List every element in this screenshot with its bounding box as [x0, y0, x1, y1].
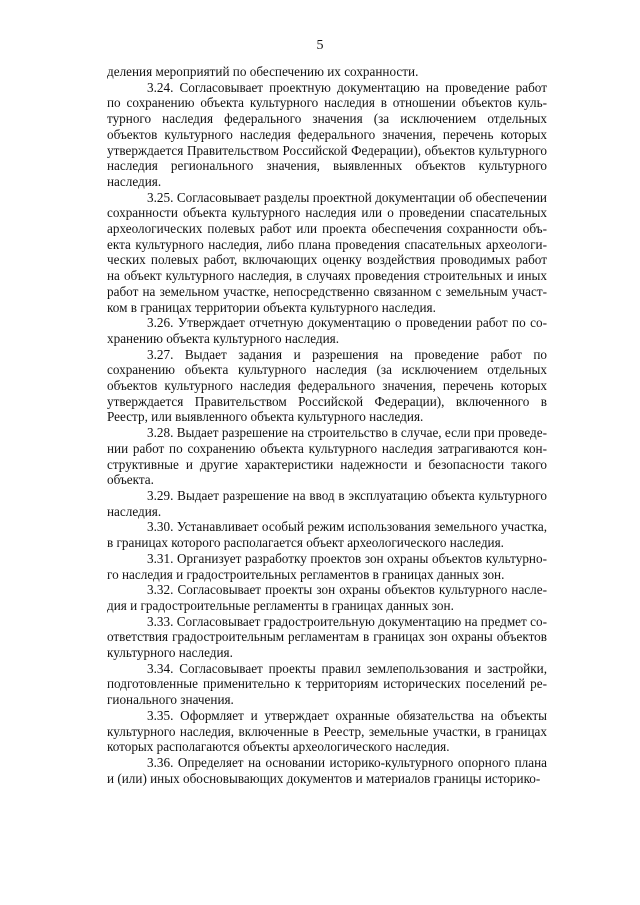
paragraph-3-28: 3.28. Выдает разрешение на строительство в случае, если при проведении работ по сохранению объекта культурного наследия затрагиваются конструктивные и другие характеристики надежности и безопасности такого объекта. [107, 425, 547, 488]
paragraph-3-35: 3.35. Оформляет и утверждает охранные обязательства на объекты культурного наследия, включенные в Реестр, земельные участки, в границах которых располагаются объекты археологического наследия. [107, 707, 547, 755]
paragraph-3-34: 3.34. Согласовывает проекты правил землепользования и застройки, подготовленные применительно к территориям исторических поселений регионального значения. [107, 660, 547, 708]
paragraph-3-25: 3.25. Согласовывает разделы проектной документации об обеспечении сохранности объекта культурного наследия или о проведении спасательных археологических полевых работ или проекта обеспечения сохранности объекта культурного наследия, либо плана проведения спасательных археологических полевых работ, включающих оценку воздействия проводимых работ на объект культурного наследия, в случаях проведения строительных и иных работ на земельном участке, непосредственно связанном с земельным участком в границах территории объекта культурного наследия. [107, 189, 547, 315]
paragraph-3-26: 3.26. Утверждает отчетную документацию о проведении работ по сохранению объекта культурного наследия. [107, 315, 547, 346]
paragraph-3-30: 3.30. Устанавливает особый режим использования земельного участка, в границах которого располагается объект археологического наследия. [107, 519, 547, 551]
paragraph-3-24: 3.24. Согласовывает проектную документацию на проведение работ по сохранению объекта культурного наследия в отношении объектов культурного наследия федерального значения (за исключением отдельных объектов культурного наследия федерального значения, перечень которых утверждается Правительством Российской Федерации), объектов культурного наследия регионального значения, выявленных объектов культурного наследия. [107, 79, 547, 189]
paragraph-3-33: 3.33. Согласовывает градостроительную документацию на предмет соответствия градостроительным регламентам в границах зон охраны объектов культурного наследия. [107, 613, 547, 661]
paragraph-3-31: 3.31. Организует разработку проектов зон охраны объектов культурного наследия и градостроительных регламентов в границах данных зон. [107, 550, 547, 582]
document-body [107, 64, 547, 786]
paragraph-3-32: 3.32. Согласовывает проекты зон охраны объектов культурного наследия и градостроительные регламенты в границах данных зон. [107, 582, 547, 613]
page-number: 5 [316, 38, 324, 53]
paragraph-3-27: 3.27. Выдает задания и разрешения на проведение работ по сохранению объекта культурного наследия (за исключением отдельных объектов культурного наследия федерального значения, перечень которых утверждается Правительством Российской Федерации), включенного в Реестр, или выявленного объекта культурного наследия. [107, 346, 547, 425]
paragraph-3-29: 3.29. Выдает разрешение на ввод в эксплуатацию объекта культурного наследия. [107, 487, 547, 519]
paragraph-3-36: 3.36. Определяет на основании историко-культурного опорного плана и (или) иных обосновывающих документов и материалов границы историко- [107, 754, 547, 786]
paragraph-continuation: деления мероприятий по обеспечению их сохранности. [107, 64, 419, 79]
